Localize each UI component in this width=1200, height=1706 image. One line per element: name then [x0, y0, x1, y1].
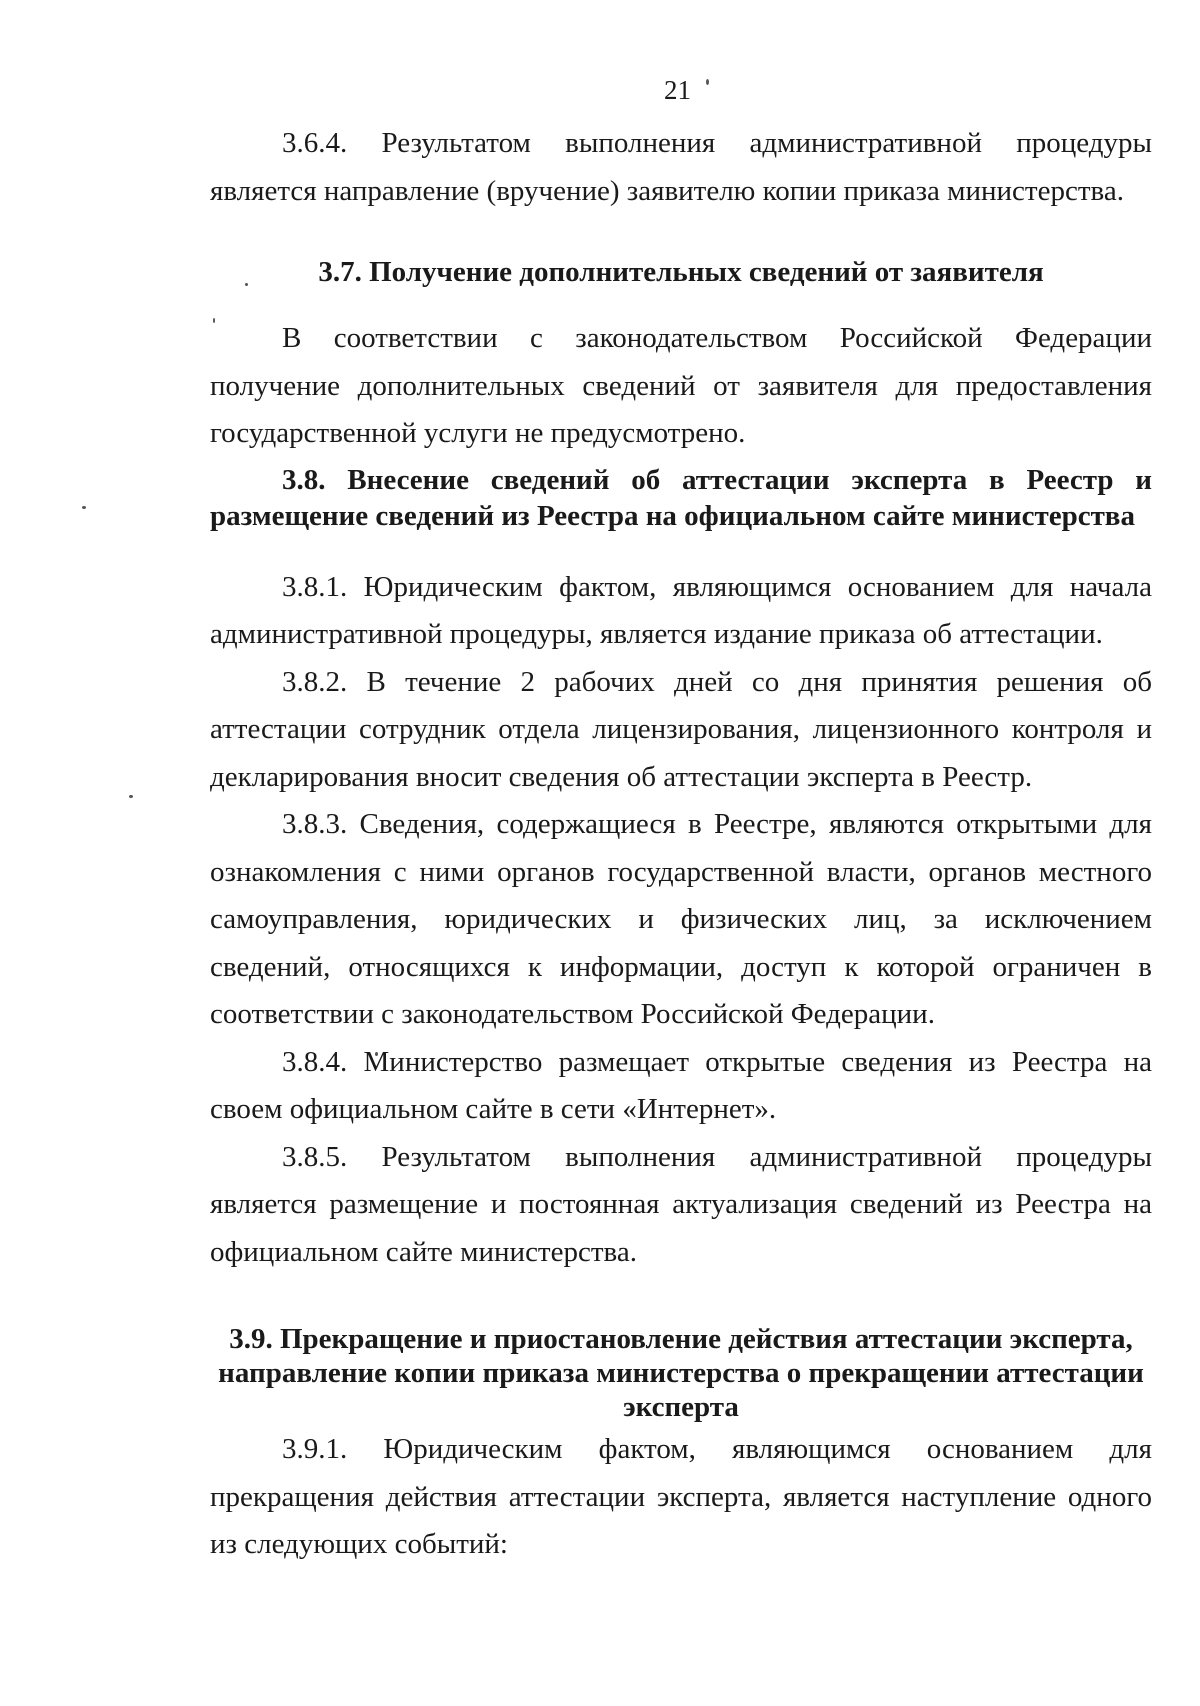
paragraph-3-8-1: 3.8.1. Юридическим фактом, являющимся основанием для начала административной процедуры, является издание приказа об аттестации.	[210, 570, 1152, 650]
paragraph-3-8-4: 3.8.4. Министерство размещает открытые сведения из Реестра на своем официальном сайте в сети «Интернет».	[210, 1045, 1152, 1125]
section-heading-3-7: 3.7. Получение дополнительных сведений от заявителя	[318, 256, 1044, 288]
paragraph-3-6-4: 3.6.4. Результатом выполнения административной процедуры является направление (вручение) заявителю копии приказа министерства.	[210, 127, 1152, 207]
section-heading-3-9: 3.9. Прекращение и приостановление действия аттестации эксперта, направление копии приказа министерства о прекращении аттестации эксперта	[218, 1323, 1144, 1423]
paragraph-3-9-1: 3.9.1. Юридическим фактом, являющимся основанием для прекращения действия аттестации эксперта, является наступление одного из следующих событий:	[210, 1433, 1152, 1560]
scan-speck	[706, 79, 709, 85]
page-number: 21	[664, 75, 691, 105]
paragraph-3-8-5: 3.8.5. Результатом выполнения административной процедуры является размещение и постоянная актуализация сведений из Реестра на официальном сайте министерства.	[210, 1140, 1152, 1268]
paragraph-3-8-3: 3.8.3. Сведения, содержащиеся в Реестре, являются открытыми для ознакомления с ними органов государственной власти, органов местного самоуправления, юридических и физических лиц, за исключением сведений, относящихся к информации, доступ к которой ограничен в соответствии с законодательством Российской Федерации.	[210, 808, 1152, 1030]
paragraph-3-7: В соответствии с законодательством Российской Федерации получение дополнительных сведений от заявителя для предоставления государственной услуги не предусмотрено.	[210, 322, 1152, 449]
scan-speck	[129, 795, 133, 798]
document-body	[210, 120, 1152, 1569]
section-heading-3-8: 3.8. Внесение сведений об аттестации эксперта в Реестр и размещение сведений из Реестра на официальном сайте министерства	[210, 463, 1152, 532]
scan-speck	[82, 506, 86, 509]
paragraph-3-8-2: 3.8.2. В течение 2 рабочих дней со дня принятия решения об аттестации сотрудник отдела лицензирования, лицензионного контроля и декларирования вносит сведения об аттестации эксперта в Реестр.	[210, 665, 1152, 793]
